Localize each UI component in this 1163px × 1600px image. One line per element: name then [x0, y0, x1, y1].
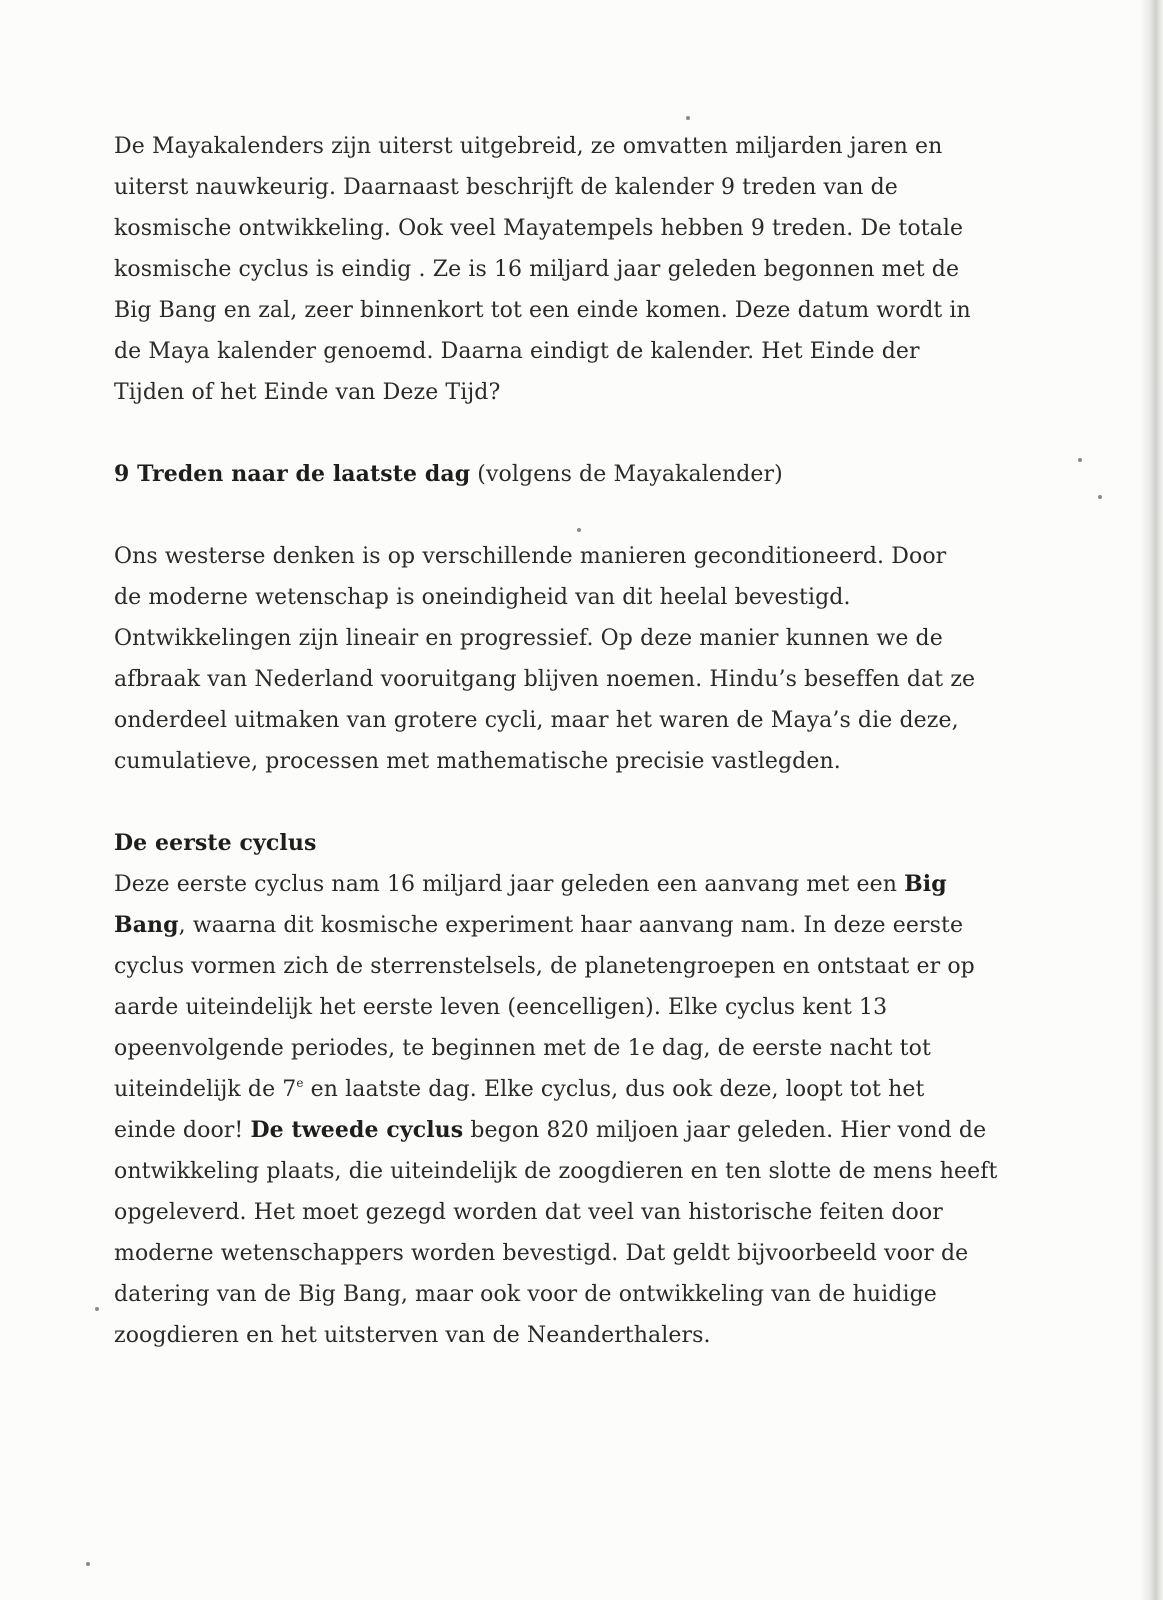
section-heading-eerste-cyclus: [114, 823, 974, 864]
section-heading-9-treden: [114, 454, 974, 495]
scan-speck: [95, 1307, 99, 1311]
text-line: Tijden of het Einde van Deze Tijd?: [114, 380, 501, 405]
scan-speck: [1098, 495, 1102, 499]
text-line: [114, 1069, 974, 1110]
text-run: einde door!: [114, 1118, 251, 1143]
scan-speck: [686, 116, 690, 120]
text-line: [114, 905, 974, 946]
text-line: datering van de Big Bang, maar ook voor de ontwikkeling van de huidige: [114, 1282, 937, 1307]
text-line: uiterst nauwkeurig. Daarnaast beschrijft de kalender 9 treden van de: [114, 175, 898, 200]
paragraph-westerse-denken: [114, 536, 974, 782]
bold-term: Big: [904, 871, 947, 897]
page-edge-shadow: [1139, 0, 1163, 1600]
text-line: kosmische cyclus is eindig . Ze is 16 miljard jaar geleden begonnen met de: [114, 257, 960, 282]
text-line: [114, 1110, 987, 1151]
superscript: e: [296, 1076, 304, 1090]
scan-speck: [1078, 458, 1082, 462]
bold-term: De tweede cyclus: [250, 1117, 464, 1143]
scan-speck: [86, 1562, 90, 1566]
text-run: en laatste dag. Elke cyclus, dus ook deze, loopt tot het: [303, 1077, 925, 1102]
text-line: de Maya kalender genoemd. Daarna eindigt de kalender. Het Einde der: [114, 339, 920, 364]
text-line: opeenvolgende periodes, te beginnen met de 1e dag, de eerste nacht tot: [114, 1036, 931, 1061]
text-line: [114, 864, 974, 905]
text-line: moderne wetenschappers worden bevestigd. Dat geldt bijvoorbeeld voor de: [114, 1241, 969, 1266]
text-line: kosmische ontwikkeling. Ook veel Mayatempels hebben 9 treden. De totale: [114, 216, 964, 241]
heading-bold-part: 9 Treden naar de laatste dag: [114, 461, 471, 487]
text-line: cumulatieve, processen met mathematische precisie vastlegden.: [114, 749, 841, 774]
text-line: ontwikkeling plaats, die uiteindelijk de zoogdieren en ten slotte de mens heeft: [114, 1159, 998, 1184]
heading-text: De eerste cyclus: [114, 830, 317, 856]
text-run: uiteindelijk de 7: [114, 1077, 297, 1102]
text-line: cyclus vormen zich de sterrenstelsels, de planetengroepen en ontstaat er op: [114, 954, 975, 979]
heading-normal-part: (volgens de Mayakalender): [470, 462, 783, 487]
text-line: aarde uiteindelijk het eerste leven (eencelligen). Elke cyclus kent 13: [114, 995, 888, 1020]
text-line: zoogdieren en het uitsterven van de Neanderthalers.: [114, 1323, 711, 1348]
text-line: Ons westerse denken is op verschillende manieren geconditioneerd. Door: [114, 544, 947, 569]
bold-term: Bang: [114, 912, 179, 938]
paragraph-eerste-cyclus: [114, 864, 998, 1356]
text-run: , waarna dit kosmische experiment haar aanvang nam. In deze eerste: [178, 913, 964, 938]
text-line: Big Bang en zal, zeer binnenkort tot een einde komen. Deze datum wordt in: [114, 298, 971, 323]
text-line: De Mayakalenders zijn uiterst uitgebreid, ze omvatten miljarden jaren en: [114, 134, 943, 159]
text-line: de moderne wetenschap is oneindigheid van dit heelal bevestigd.: [114, 585, 851, 610]
text-line: onderdeel uitmaken van grotere cycli, maar het waren de Maya’s die deze,: [114, 708, 959, 733]
text-run: begon 820 miljoen jaar geleden. Hier vond de: [463, 1118, 987, 1143]
text-line: Ontwikkelingen zijn lineair en progressief. Op deze manier kunnen we de: [114, 626, 943, 651]
text-run: Deze eerste cyclus nam 16 miljard jaar geleden een aanvang met een: [114, 872, 905, 897]
text-line: opgeleverd. Het moet gezegd worden dat veel van historische feiten door: [114, 1200, 943, 1225]
paragraph-intro: [114, 126, 974, 413]
text-line: afbraak van Nederland vooruitgang blijven noemen. Hindu’s beseffen dat ze: [114, 667, 976, 692]
document-body: [114, 126, 998, 1356]
